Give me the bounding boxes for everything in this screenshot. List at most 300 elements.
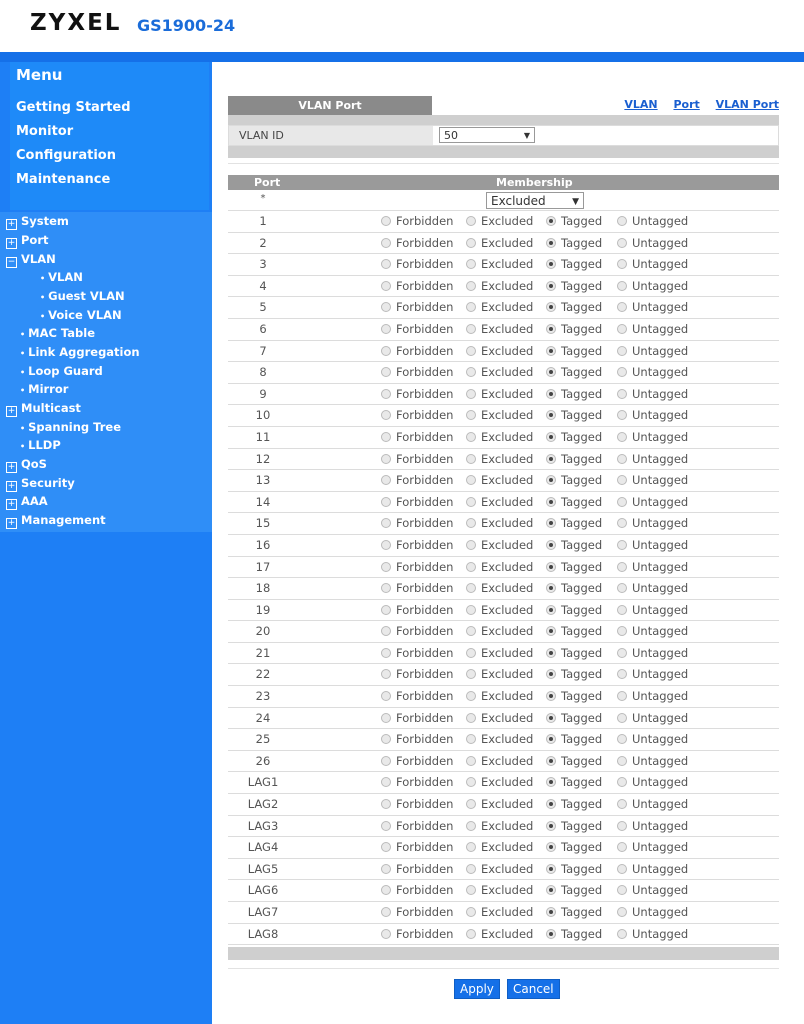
membership-option-forbidden[interactable]: [381, 495, 453, 509]
membership-option-excluded[interactable]: [466, 430, 533, 444]
membership-option-untagged[interactable]: [617, 862, 688, 876]
radio-icon[interactable]: [546, 367, 556, 377]
membership-option-forbidden[interactable]: [381, 236, 453, 250]
membership-option-excluded[interactable]: [466, 689, 533, 703]
radio-icon[interactable]: [617, 259, 627, 269]
radio-icon[interactable]: [546, 562, 556, 572]
menu-maintenance[interactable]: Maintenance: [16, 172, 111, 187]
nav-item-aaa[interactable]: [6, 494, 48, 510]
radio-icon[interactable]: [617, 907, 627, 917]
radio-icon[interactable]: [381, 713, 391, 723]
radio-icon[interactable]: [617, 734, 627, 744]
membership-option-excluded[interactable]: [466, 819, 533, 833]
membership-option-excluded[interactable]: [466, 732, 533, 746]
radio-icon[interactable]: [466, 583, 476, 593]
membership-option-excluded[interactable]: [466, 322, 533, 336]
nav-item-system[interactable]: [6, 214, 69, 230]
membership-option-forbidden[interactable]: [381, 430, 453, 444]
membership-option-forbidden[interactable]: [381, 279, 453, 293]
membership-option-tagged[interactable]: [546, 667, 602, 681]
link-vlan[interactable]: VLAN: [624, 98, 658, 111]
link-vlan-port[interactable]: VLAN Port: [715, 98, 779, 111]
membership-option-tagged[interactable]: [546, 430, 602, 444]
radio-icon[interactable]: [381, 669, 391, 679]
radio-icon[interactable]: [381, 562, 391, 572]
membership-option-forbidden[interactable]: [381, 840, 453, 854]
membership-option-tagged[interactable]: [546, 279, 602, 293]
menu-getting-started[interactable]: Getting Started: [16, 100, 131, 115]
membership-option-tagged[interactable]: [546, 711, 602, 725]
membership-option-forbidden[interactable]: [381, 754, 453, 768]
membership-option-tagged[interactable]: [546, 387, 602, 401]
membership-option-tagged[interactable]: [546, 689, 602, 703]
radio-icon[interactable]: [466, 626, 476, 636]
membership-option-forbidden[interactable]: [381, 387, 453, 401]
radio-icon[interactable]: [466, 454, 476, 464]
nav-item-lldp[interactable]: [20, 438, 61, 452]
radio-icon[interactable]: [381, 929, 391, 939]
cancel-button[interactable]: Cancel: [507, 979, 560, 999]
membership-option-tagged[interactable]: [546, 516, 602, 530]
membership-option-forbidden[interactable]: [381, 624, 453, 638]
radio-icon[interactable]: [381, 216, 391, 226]
membership-option-forbidden[interactable]: [381, 322, 453, 336]
radio-icon[interactable]: [381, 842, 391, 852]
membership-option-untagged[interactable]: [617, 495, 688, 509]
membership-option-forbidden[interactable]: [381, 300, 453, 314]
membership-option-untagged[interactable]: [617, 581, 688, 595]
radio-icon[interactable]: [546, 864, 556, 874]
membership-option-forbidden[interactable]: [381, 365, 453, 379]
radio-icon[interactable]: [617, 346, 627, 356]
radio-icon[interactable]: [617, 518, 627, 528]
radio-icon[interactable]: [466, 216, 476, 226]
radio-icon[interactable]: [466, 302, 476, 312]
membership-option-untagged[interactable]: [617, 430, 688, 444]
radio-icon[interactable]: [381, 346, 391, 356]
membership-option-excluded[interactable]: [466, 927, 533, 941]
membership-option-tagged[interactable]: [546, 560, 602, 574]
membership-option-untagged[interactable]: [617, 603, 688, 617]
nav-item-guest-vlan[interactable]: [40, 289, 125, 303]
radio-icon[interactable]: [617, 454, 627, 464]
membership-option-forbidden[interactable]: [381, 732, 453, 746]
membership-option-tagged[interactable]: [546, 344, 602, 358]
radio-icon[interactable]: [546, 929, 556, 939]
membership-option-forbidden[interactable]: [381, 344, 453, 358]
membership-option-excluded[interactable]: [466, 667, 533, 681]
membership-option-untagged[interactable]: [617, 236, 688, 250]
radio-icon[interactable]: [617, 799, 627, 809]
radio-icon[interactable]: [617, 389, 627, 399]
radio-icon[interactable]: [466, 410, 476, 420]
membership-option-untagged[interactable]: [617, 667, 688, 681]
radio-icon[interactable]: [466, 756, 476, 766]
radio-icon[interactable]: [617, 410, 627, 420]
membership-option-excluded[interactable]: [466, 775, 533, 789]
membership-option-tagged[interactable]: [546, 214, 602, 228]
radio-icon[interactable]: [466, 497, 476, 507]
membership-option-forbidden[interactable]: [381, 646, 453, 660]
nav-item-spanning-tree[interactable]: [20, 420, 121, 434]
membership-option-forbidden[interactable]: [381, 473, 453, 487]
membership-option-tagged[interactable]: [546, 927, 602, 941]
radio-icon[interactable]: [617, 648, 627, 658]
membership-option-tagged[interactable]: [546, 732, 602, 746]
radio-icon[interactable]: [546, 885, 556, 895]
membership-option-tagged[interactable]: [546, 408, 602, 422]
membership-option-untagged[interactable]: [617, 754, 688, 768]
radio-icon[interactable]: [617, 691, 627, 701]
membership-option-untagged[interactable]: [617, 214, 688, 228]
radio-icon[interactable]: [617, 929, 627, 939]
nav-item-voice-vlan[interactable]: [40, 308, 122, 322]
radio-icon[interactable]: [546, 626, 556, 636]
membership-option-untagged[interactable]: [617, 775, 688, 789]
membership-option-forbidden[interactable]: [381, 775, 453, 789]
membership-option-untagged[interactable]: [617, 819, 688, 833]
membership-option-untagged[interactable]: [617, 257, 688, 271]
membership-option-excluded[interactable]: [466, 862, 533, 876]
radio-icon[interactable]: [466, 518, 476, 528]
membership-option-tagged[interactable]: [546, 300, 602, 314]
radio-icon[interactable]: [381, 454, 391, 464]
radio-icon[interactable]: [617, 324, 627, 334]
radio-icon[interactable]: [381, 540, 391, 550]
membership-option-untagged[interactable]: [617, 452, 688, 466]
radio-icon[interactable]: [466, 432, 476, 442]
membership-option-forbidden[interactable]: [381, 214, 453, 228]
membership-option-forbidden[interactable]: [381, 452, 453, 466]
membership-option-excluded[interactable]: [466, 560, 533, 574]
radio-icon[interactable]: [381, 475, 391, 485]
membership-option-excluded[interactable]: [466, 581, 533, 595]
radio-icon[interactable]: [466, 238, 476, 248]
membership-option-tagged[interactable]: [546, 236, 602, 250]
radio-icon[interactable]: [466, 885, 476, 895]
membership-option-forbidden[interactable]: [381, 883, 453, 897]
membership-option-untagged[interactable]: [617, 344, 688, 358]
radio-icon[interactable]: [381, 821, 391, 831]
nav-item-mac-table[interactable]: [20, 326, 95, 340]
radio-icon[interactable]: [617, 777, 627, 787]
membership-option-tagged[interactable]: [546, 452, 602, 466]
membership-option-untagged[interactable]: [617, 883, 688, 897]
radio-icon[interactable]: [546, 302, 556, 312]
nav-item-vlan[interactable]: [6, 252, 56, 268]
radio-icon[interactable]: [466, 281, 476, 291]
radio-icon[interactable]: [617, 713, 627, 723]
radio-icon[interactable]: [466, 475, 476, 485]
radio-icon[interactable]: [546, 454, 556, 464]
radio-icon[interactable]: [466, 821, 476, 831]
radio-icon[interactable]: [381, 324, 391, 334]
radio-icon[interactable]: [466, 842, 476, 852]
radio-icon[interactable]: [466, 929, 476, 939]
radio-icon[interactable]: [546, 410, 556, 420]
radio-icon[interactable]: [617, 669, 627, 679]
radio-icon[interactable]: [617, 432, 627, 442]
membership-option-forbidden[interactable]: [381, 603, 453, 617]
membership-option-tagged[interactable]: [546, 754, 602, 768]
radio-icon[interactable]: [381, 885, 391, 895]
membership-option-forbidden[interactable]: [381, 797, 453, 811]
menu-monitor[interactable]: Monitor: [16, 124, 74, 139]
radio-icon[interactable]: [466, 324, 476, 334]
radio-icon[interactable]: [381, 583, 391, 593]
membership-option-forbidden[interactable]: [381, 516, 453, 530]
radio-icon[interactable]: [466, 540, 476, 550]
membership-option-tagged[interactable]: [546, 646, 602, 660]
radio-icon[interactable]: [617, 367, 627, 377]
membership-option-excluded[interactable]: [466, 365, 533, 379]
nav-item-mirror[interactable]: [20, 382, 68, 396]
radio-icon[interactable]: [546, 497, 556, 507]
membership-option-excluded[interactable]: [466, 905, 533, 919]
radio-icon[interactable]: [381, 605, 391, 615]
nav-item-port[interactable]: [6, 233, 49, 249]
radio-icon[interactable]: [617, 302, 627, 312]
radio-icon[interactable]: [546, 713, 556, 723]
membership-option-forbidden[interactable]: [381, 689, 453, 703]
radio-icon[interactable]: [617, 238, 627, 248]
membership-option-forbidden[interactable]: [381, 257, 453, 271]
radio-icon[interactable]: [546, 238, 556, 248]
radio-icon[interactable]: [617, 605, 627, 615]
radio-icon[interactable]: [466, 648, 476, 658]
membership-option-untagged[interactable]: [617, 905, 688, 919]
membership-option-excluded[interactable]: [466, 408, 533, 422]
radio-icon[interactable]: [466, 562, 476, 572]
radio-icon[interactable]: [466, 605, 476, 615]
radio-icon[interactable]: [381, 497, 391, 507]
membership-option-forbidden[interactable]: [381, 862, 453, 876]
membership-option-untagged[interactable]: [617, 560, 688, 574]
membership-option-excluded[interactable]: [466, 516, 533, 530]
membership-option-tagged[interactable]: [546, 862, 602, 876]
membership-option-untagged[interactable]: [617, 279, 688, 293]
membership-option-untagged[interactable]: [617, 473, 688, 487]
membership-option-untagged[interactable]: [617, 624, 688, 638]
membership-option-excluded[interactable]: [466, 344, 533, 358]
radio-icon[interactable]: [466, 346, 476, 356]
membership-option-untagged[interactable]: [617, 797, 688, 811]
radio-icon[interactable]: [546, 756, 556, 766]
membership-option-excluded[interactable]: [466, 538, 533, 552]
nav-item-management[interactable]: [6, 513, 106, 529]
radio-icon[interactable]: [546, 518, 556, 528]
membership-option-excluded[interactable]: [466, 624, 533, 638]
radio-icon[interactable]: [381, 238, 391, 248]
membership-option-forbidden[interactable]: [381, 538, 453, 552]
radio-icon[interactable]: [381, 389, 391, 399]
radio-icon[interactable]: [617, 540, 627, 550]
radio-icon[interactable]: [466, 669, 476, 679]
membership-option-excluded[interactable]: [466, 214, 533, 228]
radio-icon[interactable]: [466, 259, 476, 269]
apply-button[interactable]: Apply: [454, 979, 500, 999]
membership-option-excluded[interactable]: [466, 257, 533, 271]
radio-icon[interactable]: [466, 734, 476, 744]
membership-option-tagged[interactable]: [546, 905, 602, 919]
membership-option-tagged[interactable]: [546, 840, 602, 854]
membership-option-tagged[interactable]: [546, 473, 602, 487]
membership-option-tagged[interactable]: [546, 775, 602, 789]
radio-icon[interactable]: [381, 691, 391, 701]
membership-option-untagged[interactable]: [617, 711, 688, 725]
membership-option-untagged[interactable]: [617, 300, 688, 314]
membership-option-forbidden[interactable]: [381, 667, 453, 681]
nav-item-security[interactable]: [6, 476, 75, 492]
membership-option-tagged[interactable]: [546, 322, 602, 336]
membership-option-tagged[interactable]: [546, 797, 602, 811]
radio-icon[interactable]: [466, 389, 476, 399]
membership-option-excluded[interactable]: [466, 711, 533, 725]
menu-configuration[interactable]: Configuration: [16, 148, 116, 163]
membership-option-untagged[interactable]: [617, 322, 688, 336]
membership-option-excluded[interactable]: [466, 495, 533, 509]
nav-item-qos[interactable]: [6, 457, 47, 473]
nav-item-loop-guard[interactable]: [20, 364, 103, 378]
radio-icon[interactable]: [617, 626, 627, 636]
membership-option-tagged[interactable]: [546, 257, 602, 271]
radio-icon[interactable]: [466, 799, 476, 809]
membership-option-tagged[interactable]: [546, 495, 602, 509]
nav-item-vlan[interactable]: [40, 270, 83, 284]
membership-option-excluded[interactable]: [466, 452, 533, 466]
membership-option-tagged[interactable]: [546, 624, 602, 638]
radio-icon[interactable]: [381, 864, 391, 874]
membership-option-forbidden[interactable]: [381, 905, 453, 919]
nav-item-multicast[interactable]: [6, 401, 81, 417]
radio-icon[interactable]: [546, 799, 556, 809]
radio-icon[interactable]: [466, 691, 476, 701]
radio-icon[interactable]: [546, 605, 556, 615]
radio-icon[interactable]: [381, 259, 391, 269]
radio-icon[interactable]: [546, 648, 556, 658]
radio-icon[interactable]: [381, 907, 391, 917]
radio-icon[interactable]: [617, 756, 627, 766]
radio-icon[interactable]: [546, 389, 556, 399]
membership-option-untagged[interactable]: [617, 732, 688, 746]
membership-option-excluded[interactable]: [466, 236, 533, 250]
membership-option-tagged[interactable]: [546, 883, 602, 897]
membership-option-forbidden[interactable]: [381, 819, 453, 833]
all-ports-membership-select[interactable]: [486, 192, 584, 209]
radio-icon[interactable]: [617, 583, 627, 593]
membership-option-untagged[interactable]: [617, 689, 688, 703]
radio-icon[interactable]: [546, 540, 556, 550]
membership-option-untagged[interactable]: [617, 538, 688, 552]
radio-icon[interactable]: [617, 864, 627, 874]
radio-icon[interactable]: [466, 907, 476, 917]
radio-icon[interactable]: [617, 842, 627, 852]
radio-icon[interactable]: [466, 777, 476, 787]
radio-icon[interactable]: [546, 475, 556, 485]
radio-icon[interactable]: [381, 302, 391, 312]
radio-icon[interactable]: [381, 799, 391, 809]
radio-icon[interactable]: [466, 713, 476, 723]
radio-icon[interactable]: [546, 281, 556, 291]
membership-option-tagged[interactable]: [546, 538, 602, 552]
membership-option-excluded[interactable]: [466, 754, 533, 768]
membership-option-untagged[interactable]: [617, 927, 688, 941]
membership-option-forbidden[interactable]: [381, 560, 453, 574]
radio-icon[interactable]: [617, 562, 627, 572]
radio-icon[interactable]: [617, 216, 627, 226]
radio-icon[interactable]: [546, 691, 556, 701]
radio-icon[interactable]: [546, 324, 556, 334]
membership-option-untagged[interactable]: [617, 840, 688, 854]
radio-icon[interactable]: [617, 281, 627, 291]
radio-icon[interactable]: [466, 367, 476, 377]
radio-icon[interactable]: [381, 410, 391, 420]
membership-option-untagged[interactable]: [617, 516, 688, 530]
membership-option-untagged[interactable]: [617, 646, 688, 660]
radio-icon[interactable]: [546, 669, 556, 679]
membership-option-excluded[interactable]: [466, 603, 533, 617]
radio-icon[interactable]: [546, 346, 556, 356]
membership-option-excluded[interactable]: [466, 797, 533, 811]
radio-icon[interactable]: [546, 734, 556, 744]
membership-option-excluded[interactable]: [466, 646, 533, 660]
radio-icon[interactable]: [546, 583, 556, 593]
nav-item-link-aggregation[interactable]: [20, 345, 140, 359]
membership-option-excluded[interactable]: [466, 300, 533, 314]
radio-icon[interactable]: [466, 864, 476, 874]
radio-icon[interactable]: [381, 432, 391, 442]
membership-option-untagged[interactable]: [617, 365, 688, 379]
membership-option-tagged[interactable]: [546, 603, 602, 617]
membership-option-excluded[interactable]: [466, 279, 533, 293]
membership-option-tagged[interactable]: [546, 365, 602, 379]
radio-icon[interactable]: [546, 842, 556, 852]
radio-icon[interactable]: [381, 648, 391, 658]
membership-option-untagged[interactable]: [617, 387, 688, 401]
membership-option-forbidden[interactable]: [381, 408, 453, 422]
radio-icon[interactable]: [617, 475, 627, 485]
radio-icon[interactable]: [381, 777, 391, 787]
radio-icon[interactable]: [381, 518, 391, 528]
radio-icon[interactable]: [546, 216, 556, 226]
membership-option-forbidden[interactable]: [381, 581, 453, 595]
vlan-id-select[interactable]: [439, 127, 535, 143]
membership-option-excluded[interactable]: [466, 883, 533, 897]
radio-icon[interactable]: [381, 281, 391, 291]
radio-icon[interactable]: [546, 777, 556, 787]
membership-option-excluded[interactable]: [466, 840, 533, 854]
radio-icon[interactable]: [546, 821, 556, 831]
radio-icon[interactable]: [546, 432, 556, 442]
membership-option-excluded[interactable]: [466, 387, 533, 401]
membership-option-tagged[interactable]: [546, 581, 602, 595]
radio-icon[interactable]: [546, 259, 556, 269]
radio-icon[interactable]: [381, 756, 391, 766]
radio-icon[interactable]: [546, 907, 556, 917]
membership-option-untagged[interactable]: [617, 408, 688, 422]
membership-option-excluded[interactable]: [466, 473, 533, 487]
radio-icon[interactable]: [617, 497, 627, 507]
radio-icon[interactable]: [381, 734, 391, 744]
radio-icon[interactable]: [617, 821, 627, 831]
link-port[interactable]: Port: [673, 98, 700, 111]
membership-option-forbidden[interactable]: [381, 927, 453, 941]
radio-icon[interactable]: [381, 367, 391, 377]
membership-option-tagged[interactable]: [546, 819, 602, 833]
radio-icon[interactable]: [617, 885, 627, 895]
radio-icon[interactable]: [381, 626, 391, 636]
membership-option-forbidden[interactable]: [381, 711, 453, 725]
